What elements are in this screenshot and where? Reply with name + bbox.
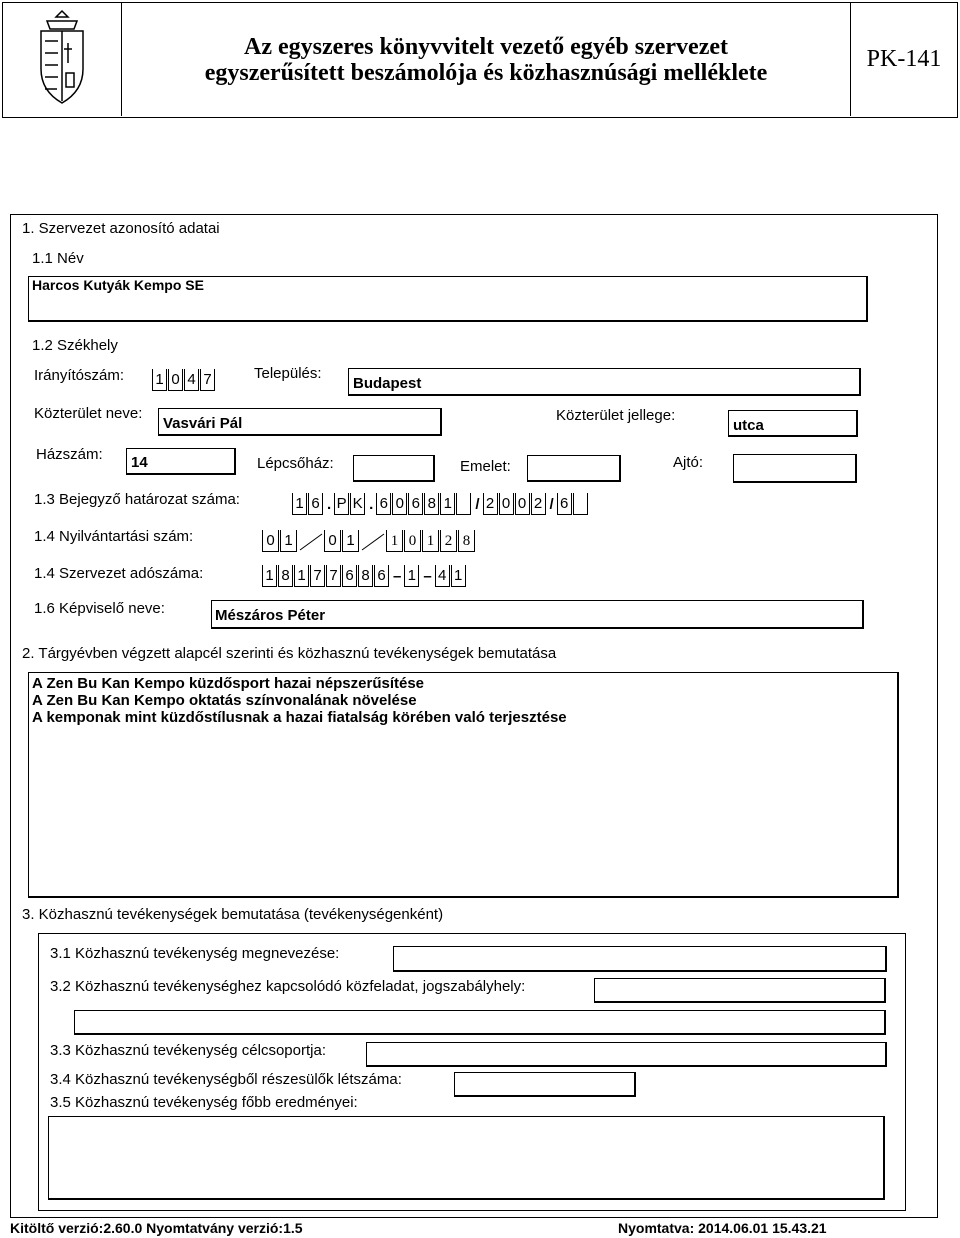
title-line-1: Az egyszeres könyvvitelt vezető egyéb szervezet bbox=[243, 33, 728, 60]
reg-cell: 0 bbox=[515, 493, 530, 515]
beneficiaries-label: 3.4 Közhasznú tevékenységből részesülők létszáma: bbox=[50, 1071, 402, 1088]
record-cell: 0 bbox=[262, 530, 279, 552]
street-type-field[interactable] bbox=[728, 410, 858, 437]
activities-textarea[interactable] bbox=[28, 672, 899, 898]
reg-cell: K bbox=[350, 493, 365, 515]
reg-cell: 0 bbox=[392, 493, 407, 515]
form-code: PK-141 bbox=[866, 46, 942, 72]
tax-cell: 6 bbox=[374, 565, 389, 587]
zip-digit: 0 bbox=[168, 369, 183, 391]
target-group-label: 3.3 Közhasznú tevékenység célcsoportja: bbox=[50, 1042, 326, 1059]
section1-heading: 1. Szervezet azonosító adatai bbox=[22, 220, 220, 237]
form-title bbox=[122, 3, 851, 116]
zip-digit: 4 bbox=[184, 369, 199, 391]
house-number-value: 14 bbox=[131, 454, 148, 471]
reg-cell: 1 bbox=[292, 493, 307, 515]
street-field[interactable] bbox=[158, 408, 442, 436]
street-type-value: utca bbox=[733, 417, 764, 434]
dash-separator: – bbox=[393, 567, 402, 585]
tax-number-field[interactable] bbox=[262, 564, 467, 588]
slash-separator bbox=[298, 530, 324, 552]
title-line-2: egyszerűsített beszámolója és közhasznúsági melléklete bbox=[204, 59, 768, 86]
seat-label: 1.2 Székhely bbox=[32, 337, 118, 354]
record-cell: 1 bbox=[422, 530, 439, 552]
slash-separator bbox=[360, 530, 386, 552]
coat-of-arms-logo bbox=[3, 3, 122, 116]
reg-decision-label: 1.3 Bejegyző határozat száma: bbox=[34, 491, 240, 508]
slash-separator: / bbox=[549, 495, 554, 513]
street-label: Közterület neve: bbox=[34, 405, 143, 422]
target-group-field[interactable] bbox=[366, 1042, 887, 1067]
footer-version: Kitöltő verzió:2.60.0 Nyomtatvány verzió:1.5 bbox=[10, 1220, 303, 1236]
reg-cell: 8 bbox=[424, 493, 439, 515]
zip-digit: 1 bbox=[152, 369, 167, 391]
activity-line: A Zen Bu Kan Kempo küzdősport hazai népszerűsítése bbox=[32, 675, 425, 692]
city-label: Település: bbox=[254, 365, 322, 382]
floor-label: Emelet: bbox=[460, 458, 511, 475]
activity-name-label: 3.1 Közhasznú tevékenység megnevezése: bbox=[50, 945, 340, 962]
reg-cell bbox=[456, 493, 471, 515]
name-label: 1.1 Név bbox=[32, 250, 84, 267]
activity-line: A kemponak mint küzdőstílusnak a hazai fiatalság körében való terjesztése bbox=[32, 709, 567, 726]
record-cell: 1 bbox=[280, 530, 297, 552]
record-number-field[interactable] bbox=[262, 529, 476, 553]
results-textarea[interactable] bbox=[48, 1116, 885, 1200]
door-label: Ajtó: bbox=[673, 454, 704, 471]
street-value: Vasvári Pál bbox=[163, 415, 243, 432]
tax-cell: 6 bbox=[342, 565, 357, 587]
reg-cell: 2 bbox=[531, 493, 546, 515]
name-value: Harcos Kutyák Kempo SE bbox=[32, 277, 204, 293]
record-number-label: 1.4 Nyilvántartási szám: bbox=[34, 528, 194, 545]
public-task-field-2[interactable] bbox=[74, 1010, 886, 1035]
reg-cell bbox=[573, 493, 588, 515]
tax-cell: 1 bbox=[451, 565, 466, 587]
beneficiaries-field[interactable] bbox=[454, 1072, 636, 1097]
reg-cell: P bbox=[334, 493, 349, 515]
activity-name-field[interactable] bbox=[393, 946, 887, 972]
form-header bbox=[2, 2, 958, 118]
dot-separator: . bbox=[327, 495, 332, 513]
representative-value: Mészáros Péter bbox=[215, 607, 326, 624]
record-cell: 0 bbox=[404, 530, 421, 552]
tax-cell: 1 bbox=[404, 565, 419, 587]
dot-separator: . bbox=[369, 495, 374, 513]
tax-number-label: 1.4 Szervezet adószáma: bbox=[34, 565, 204, 582]
reg-cell: 6 bbox=[408, 493, 423, 515]
tax-cell: 7 bbox=[310, 565, 325, 587]
door-field[interactable] bbox=[733, 454, 857, 483]
stair-field[interactable] bbox=[353, 455, 435, 482]
public-task-label: 3.2 Közhasznú tevékenységhez kapcsolódó közfeladat, jogszabályhely: bbox=[50, 978, 526, 995]
name-field[interactable] bbox=[28, 276, 868, 322]
tax-cell: 4 bbox=[435, 565, 450, 587]
city-field[interactable] bbox=[348, 368, 861, 396]
reg-cell: 1 bbox=[440, 493, 455, 515]
stair-label: Lépcsőház: bbox=[257, 455, 334, 472]
house-number-field[interactable] bbox=[126, 448, 236, 475]
representative-field[interactable] bbox=[211, 600, 864, 629]
record-cell: 1 bbox=[386, 530, 403, 552]
reg-cell: 0 bbox=[499, 493, 514, 515]
reg-cell: 6 bbox=[308, 493, 323, 515]
zip-label: Irányítószám: bbox=[34, 367, 125, 384]
record-cell: 1 bbox=[342, 530, 359, 552]
tax-cell: 1 bbox=[262, 565, 277, 587]
public-task-field[interactable] bbox=[594, 978, 886, 1003]
dash-separator: – bbox=[423, 567, 432, 585]
footer-print-date: Nyomtatva: 2014.06.01 15.43.21 bbox=[618, 1220, 827, 1236]
section2-heading: 2. Tárgyévben végzett alapcél szerinti és közhasznú tevékenységek bemutatása bbox=[22, 645, 557, 662]
record-cell: 0 bbox=[324, 530, 341, 552]
record-cell: 2 bbox=[440, 530, 457, 552]
zip-code-field[interactable] bbox=[152, 368, 216, 392]
activity-line: A Zen Bu Kan Kempo oktatás színvonalának növelése bbox=[32, 692, 417, 709]
record-cell: 8 bbox=[458, 530, 475, 552]
reg-cell: 6 bbox=[557, 493, 572, 515]
floor-field[interactable] bbox=[527, 455, 621, 482]
representative-label: 1.6 Képviselő neve: bbox=[34, 600, 165, 617]
city-value: Budapest bbox=[353, 375, 422, 392]
section3-heading: 3. Közhasznú tevékenységek bemutatása (tevékenységenként) bbox=[22, 906, 444, 923]
results-label: 3.5 Közhasznú tevékenység főbb eredményei: bbox=[50, 1094, 358, 1111]
tax-cell: 8 bbox=[358, 565, 373, 587]
tax-cell: 7 bbox=[326, 565, 341, 587]
zip-digit: 7 bbox=[200, 369, 215, 391]
reg-cell: 2 bbox=[483, 493, 498, 515]
tax-cell: 8 bbox=[278, 565, 293, 587]
reg-decision-number-field[interactable] bbox=[292, 492, 589, 516]
tax-cell: 1 bbox=[294, 565, 309, 587]
house-number-label: Házszám: bbox=[36, 446, 103, 463]
slash-separator: / bbox=[475, 495, 480, 513]
activities-text bbox=[32, 675, 567, 726]
reg-cell: 6 bbox=[376, 493, 391, 515]
street-type-label: Közterület jellege: bbox=[556, 407, 676, 424]
